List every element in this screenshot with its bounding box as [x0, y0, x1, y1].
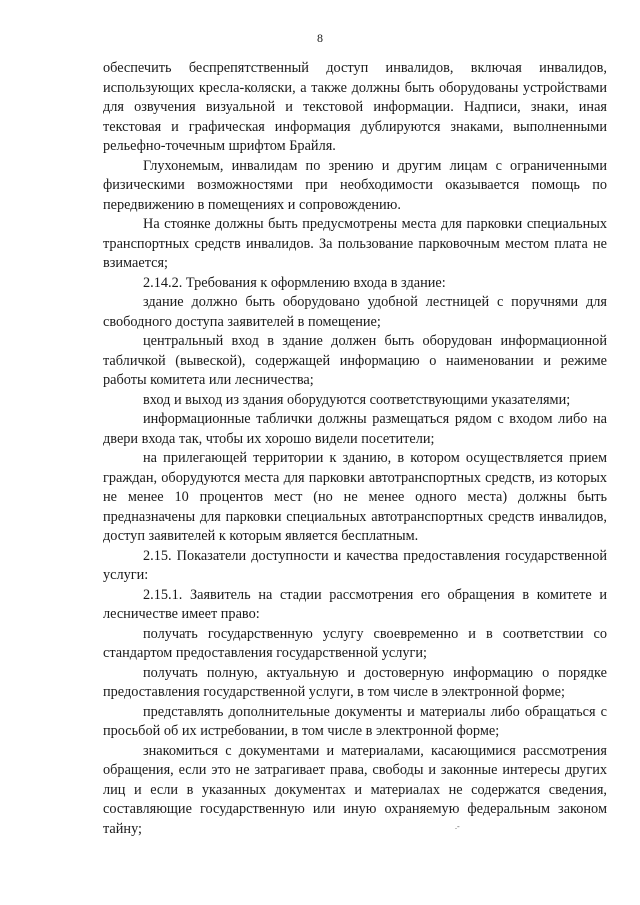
paragraph-11: 2.15.1. Заявитель на стадии рассмотрения его обращения в комитете и лесничестве имеет право: — [103, 586, 607, 622]
paragraph-4: 2.14.2. Требования к оформлению входа в здание: — [143, 274, 446, 291]
paragraph-9: на прилегающей территории к зданию, в котором осуществляется прием граждан, оборудуются места для парковки автотранспортных средств, из которых не менее 10 процентов мест (но не менее одного места) должны быть предназначены для парковки специальных автотранспортных средств инвалидов, доступ заявителей к которым является бесплатным. — [103, 450, 607, 544]
paragraph-5: здание должно быть оборудовано удобной лестницей с поручнями для свободного доступа заявителей в помещение; — [103, 294, 607, 330]
paragraph-10: 2.15. Показатели доступности и качества предоставления государственной услуги: — [103, 547, 607, 583]
paragraph-2: Глухонемым, инвалидам по зрению и другим лицам с ограниченными физическими возможностями при необходимости оказывается помощь по передвижению в помещениях и сопровождению. — [103, 157, 607, 213]
paragraph-13: получать полную, актуальную и достоверную информацию о порядке предоставления государственной услуги, в том числе в электронной форме; — [103, 664, 607, 700]
scan-artifact-mark: .- — [455, 822, 460, 831]
paragraph-1: обеспечить беспрепятственный доступ инвалидов, включая инвалидов, использующих кресла-коляски, а также должны быть оборудованы устройствами для озвучения визуальной и текстовой информации. Надписи, знаки, иная текстовая и графическая информация дублируются знаками, выполненными рельефно-точечным шрифтом Брайля. — [103, 60, 607, 154]
paragraph-14: представлять дополнительные документы и материалы либо обращаться с просьбой об их истребовании, в том числе в электронной форме; — [103, 703, 607, 739]
document-body — [103, 59, 607, 839]
paragraph-6: центральный вход в здание должен быть оборудован информационной табличкой (вывеской), содержащей информацию о наименовании и режиме работы комитета или лесничества; — [103, 333, 607, 388]
paragraph-15: знакомиться с документами и материалами, касающимися рассмотрения обращения, если это не затрагивает права, свободы и законные интересы других лиц и если в указанных документах и материалах не содержатся сведения, составляющие государственную или иную охраняемую федеральным законом тайну; — [103, 742, 607, 837]
page-number: 8 — [317, 31, 323, 45]
paragraph-12: получать государственную услугу своевременно и в соответствии со стандартом предоставления государственной услуги; — [103, 625, 607, 661]
paragraph-7: вход и выход из здания оборудуются соответствующими указателями; — [143, 391, 571, 408]
paragraph-3: На стоянке должны быть предусмотрены места для парковки специальных транспортных средств инвалидов. За пользование парковочным местом плата не взимается; — [103, 216, 607, 271]
paragraph-8: информационные таблички должны размещаться рядом с входом либо на двери входа так, чтобы их хорошо видели посетители; — [103, 411, 607, 447]
